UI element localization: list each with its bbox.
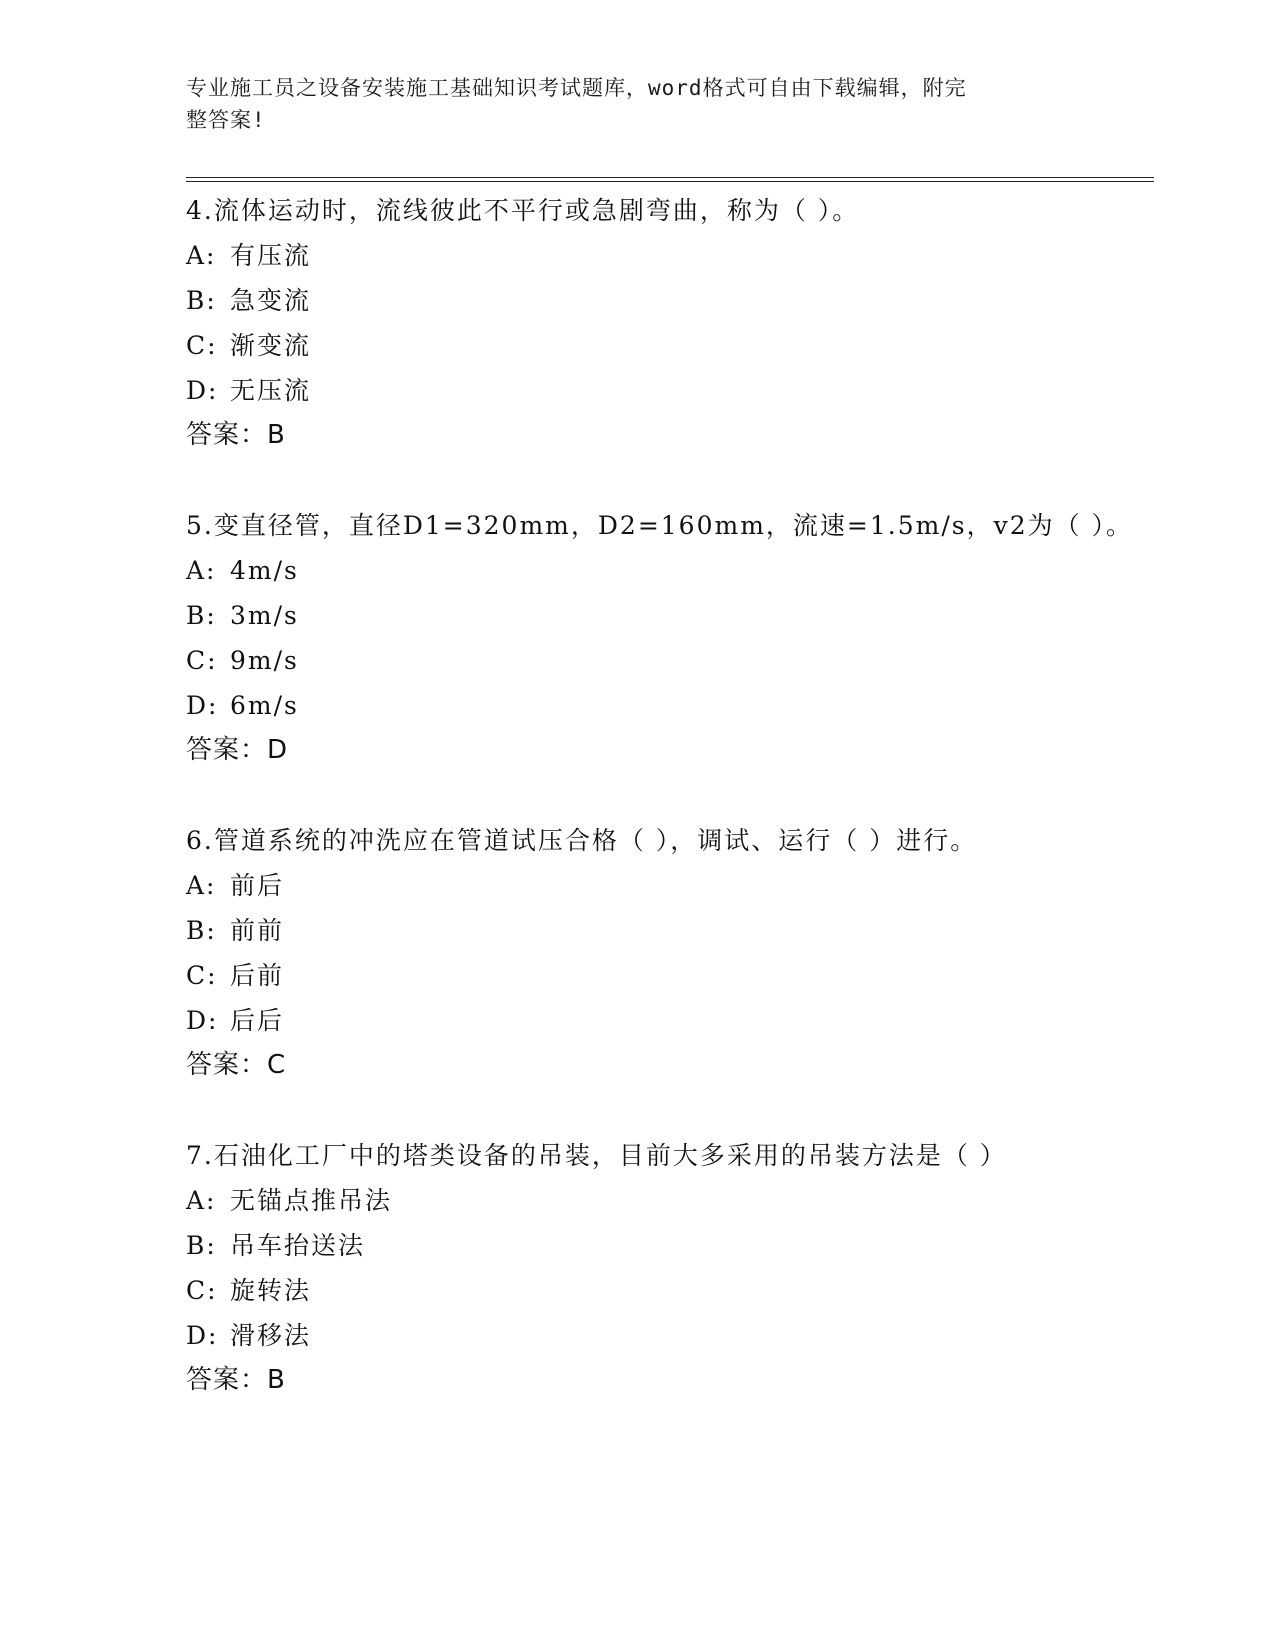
option-b <box>186 593 1154 638</box>
answer-line: 答案：D <box>186 735 289 765</box>
option-key: B: <box>186 286 217 315</box>
option-c <box>186 953 1154 998</box>
option-text: 3m/s <box>230 601 299 630</box>
option-key: D: <box>186 1321 219 1350</box>
option-key: D: <box>186 1006 219 1035</box>
option-b <box>186 1223 1154 1268</box>
option-key: D: <box>186 691 219 720</box>
option-key: C: <box>186 646 218 675</box>
question-stem: 7.石油化工厂中的塔类设备的吊装，目前大多采用的吊装方法是（ ） <box>186 1141 1007 1170</box>
option-d <box>186 683 1154 728</box>
option-a <box>186 1178 1154 1223</box>
option-d <box>186 998 1154 1043</box>
option-text: 4m/s <box>230 556 299 585</box>
option-text: 渐变流 <box>230 331 312 360</box>
option-a <box>186 233 1154 278</box>
answer-line: 答案：B <box>186 420 286 450</box>
header-title-line-1: 专业施工员之设备安装施工基础知识考试题库，word格式可自由下载编辑，附完 <box>186 76 967 100</box>
option-text: 前前 <box>230 916 285 945</box>
option-b <box>186 908 1154 953</box>
option-text: 吊车抬送法 <box>230 1231 366 1260</box>
question-stem: 6.管道系统的冲洗应在管道试压合格（ ），调试、运行（ ）进行。 <box>186 826 978 855</box>
option-c <box>186 1268 1154 1313</box>
option-a <box>186 863 1154 908</box>
document-header <box>186 72 1066 136</box>
header-title-line-2: 整答案! <box>186 108 266 132</box>
option-key: B: <box>186 916 217 945</box>
option-d <box>186 1313 1154 1358</box>
question-list <box>186 188 1154 1403</box>
option-text: 9m/s <box>230 646 299 675</box>
question-6 <box>186 818 1154 1088</box>
question-stem: 5.变直径管，直径D1=320mm，D2=160mm，流速=1.5m/s，v2为（ ）。 <box>186 511 1134 540</box>
header-divider-top <box>186 177 1154 178</box>
option-text: 旋转法 <box>230 1276 312 1305</box>
option-text: 急变流 <box>230 286 312 315</box>
option-key: A: <box>186 556 217 585</box>
option-key: B: <box>186 601 217 630</box>
option-text: 有压流 <box>230 241 312 270</box>
option-key: D: <box>186 376 219 405</box>
question-5 <box>186 503 1154 773</box>
question-7 <box>186 1133 1154 1403</box>
option-text: 后前 <box>230 961 285 990</box>
answer-line: 答案：B <box>186 1365 286 1395</box>
answer-line: 答案：C <box>186 1050 287 1080</box>
header-divider-bottom <box>186 181 1154 182</box>
question-stem: 4.流体运动时，流线彼此不平行或急剧弯曲，称为（ ）。 <box>186 196 860 225</box>
option-a <box>186 548 1154 593</box>
option-c <box>186 638 1154 683</box>
option-key: C: <box>186 1276 218 1305</box>
option-text: 前后 <box>230 871 285 900</box>
option-key: B: <box>186 1231 217 1260</box>
option-key: C: <box>186 961 218 990</box>
option-text: 无压流 <box>230 376 312 405</box>
option-key: A: <box>186 241 217 270</box>
question-4 <box>186 188 1154 458</box>
option-c <box>186 323 1154 368</box>
option-text: 滑移法 <box>230 1321 312 1350</box>
option-key: C: <box>186 331 218 360</box>
option-text: 后后 <box>230 1006 285 1035</box>
option-d <box>186 368 1154 413</box>
option-text: 6m/s <box>230 691 299 720</box>
option-key: A: <box>186 871 217 900</box>
option-b <box>186 278 1154 323</box>
option-key: A: <box>186 1186 217 1215</box>
option-text: 无锚点推吊法 <box>230 1186 393 1215</box>
